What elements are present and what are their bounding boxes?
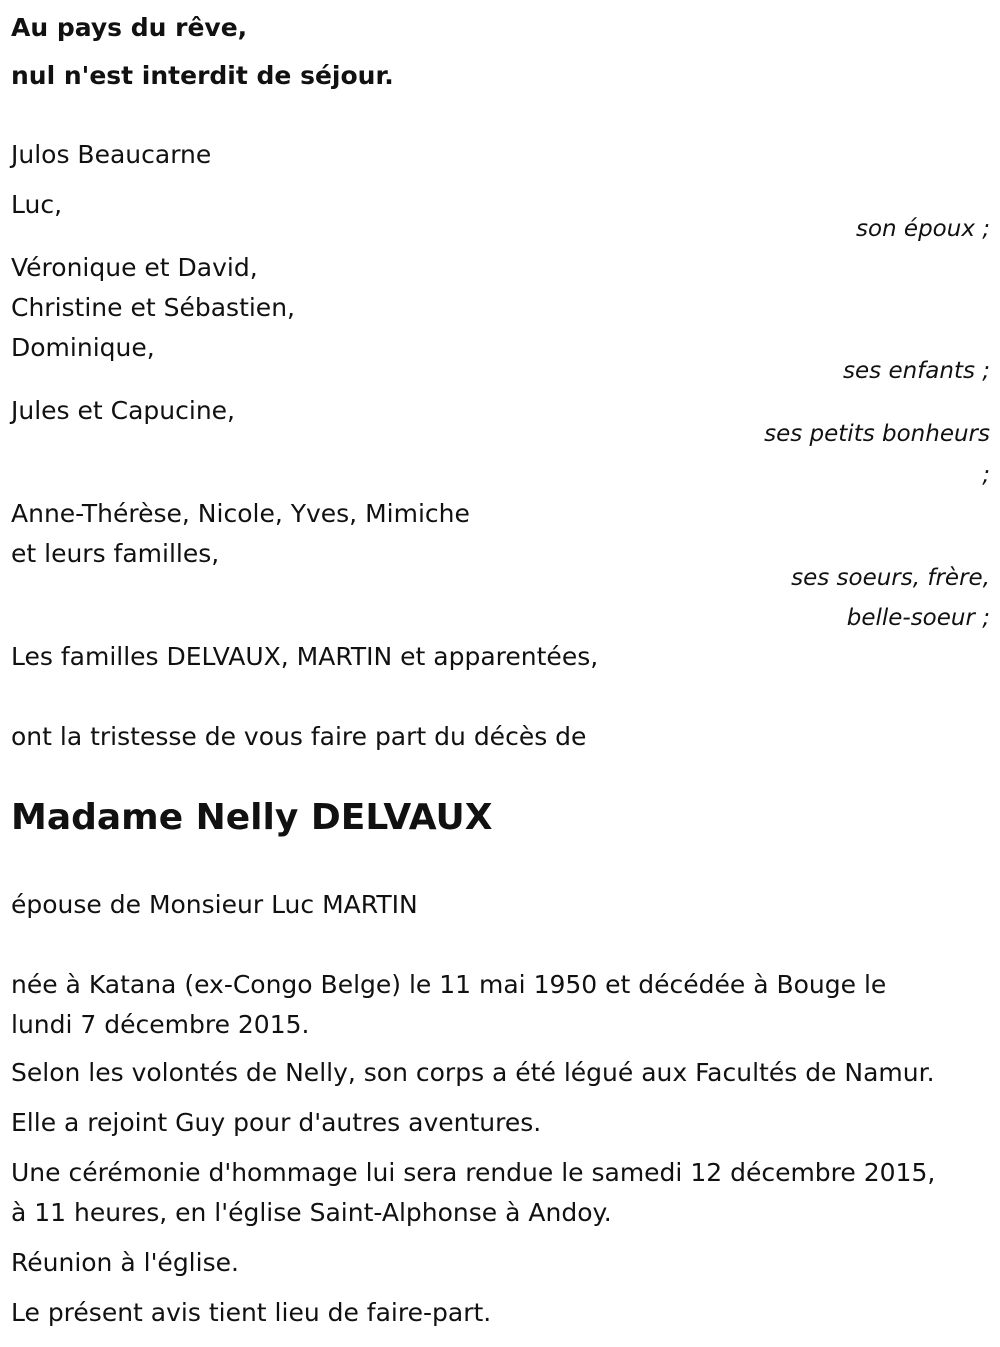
- siblings-line-1: Anne-Thérèse, Nicole, Yves, Mimiche: [11, 499, 470, 528]
- grandchildren-role-line-2: ;: [982, 462, 990, 488]
- child-name-3: Dominique,: [11, 333, 155, 362]
- siblings-role-line-2: belle-soeur ;: [846, 605, 990, 631]
- quote-line-1: Au pays du rêve,: [11, 13, 248, 42]
- grandchildren-name: Jules et Capucine,: [11, 396, 235, 425]
- announcement: ont la tristesse de vous faire part du décès de: [11, 722, 587, 751]
- quote-line-2: nul n'est interdit de séjour.: [11, 61, 394, 90]
- body-donation: Selon les volontés de Nelly, son corps a été légué aux Facultés de Namur.: [11, 1058, 935, 1087]
- child-name-2: Christine et Sébastien,: [11, 293, 295, 322]
- ceremony-line-1: Une cérémonie d'hommage lui sera rendue le samedi 12 décembre 2015,: [11, 1158, 936, 1187]
- siblings-line-2: et leurs familles,: [11, 539, 220, 568]
- children-role: ses enfants ;: [843, 358, 990, 384]
- spouse-name: Luc,: [11, 190, 63, 219]
- siblings-role-line-1: ses soeurs, frère,: [791, 565, 990, 591]
- meeting-line: Réunion à l'église.: [11, 1248, 239, 1277]
- birth-death-line-2: lundi 7 décembre 2015.: [11, 1010, 310, 1039]
- spouse-role: son époux ;: [855, 216, 990, 242]
- child-name-1: Véronique et David,: [11, 253, 258, 282]
- grandchildren-role-line-1: ses petits bonheurs: [764, 421, 990, 447]
- notice-line: Le présent avis tient lieu de faire-part.: [11, 1298, 492, 1327]
- spouse-of: épouse de Monsieur Luc MARTIN: [11, 890, 418, 919]
- adventure-line: Elle a rejoint Guy pour d'autres aventures.: [11, 1108, 542, 1137]
- ceremony-line-2: à 11 heures, en l'église Saint-Alphonse à Andoy.: [11, 1198, 612, 1227]
- quote-author: Julos Beaucarne: [11, 140, 212, 169]
- birth-death-line-1: née à Katana (ex-Congo Belge) le 11 mai 1950 et décédée à Bouge le: [11, 970, 887, 999]
- deceased-name: Madame Nelly DELVAUX: [11, 797, 493, 838]
- families-line: Les familles DELVAUX, MARTIN et apparentées,: [11, 642, 599, 671]
